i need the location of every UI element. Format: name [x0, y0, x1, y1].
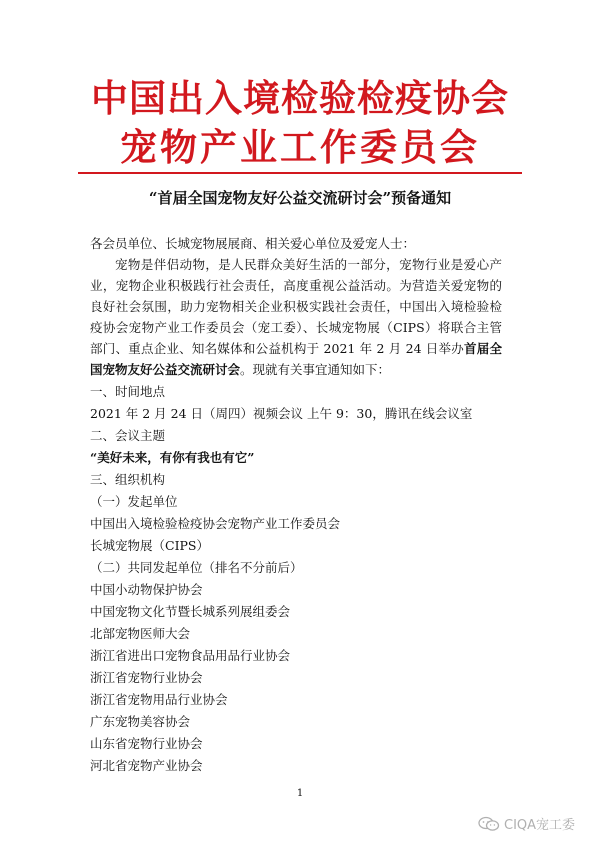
list-item: 浙江省进出口宠物食品用品行业协会: [90, 648, 291, 663]
list-item: 浙江省宠物用品行业协会: [90, 692, 228, 707]
section-heading-organization: 三、组织机构: [90, 472, 166, 487]
watermark: [478, 814, 575, 833]
section-heading-theme: 二、会议主题: [90, 428, 166, 443]
wechat-icon: [478, 816, 500, 832]
watermark-text: CIQA宠工委: [504, 818, 576, 833]
org-name-line2: 宠物产业工作委员会: [120, 126, 480, 169]
time-place-content: 2021 年 2 月 24 日（周四）视频会议 上午 9：30，腾讯在线会议室: [90, 406, 473, 421]
org-name-line1: 中国出入境检验检疫协会: [91, 77, 509, 120]
header-divider: [78, 172, 522, 174]
subheading-co-initiators: （二）共同发起单位（排名不分前后）: [90, 560, 303, 575]
event-name: 首届全国宠物友好公益交流研讨会: [90, 341, 502, 377]
intro-text: 宠物是伴侣动物，是人民群众美好生活的一部分，宠物行业是爱心产业，宠物企业积极践行社会责任，高度重视公益活动。为营造关爱宠物的良好社会氛围，助力宠物相关企业积极实践社会责任，中国出入境检验检疫协会宠物产业工作委员会（宠工委）、长城宠物展（CIPS）将联合主管部门、重点企业、知名媒体和公益机构于 2021 年 2 月 24 日举办: [90, 257, 502, 356]
list-item: 中国小动物保护协会: [90, 582, 203, 597]
section-heading-time-place: 一、时间地点: [90, 384, 166, 399]
list-item: 山东省宠物行业协会: [90, 736, 203, 751]
list-item: 长城宠物展（CIPS）: [90, 538, 209, 553]
document-title: “首届全国宠物友好公益交流研讨会”预备通知: [148, 189, 452, 207]
list-item: 广东宠物美容协会: [90, 714, 191, 729]
intro-paragraph: [90, 254, 502, 380]
list-item: 中国宠物文化节暨长城系列展组委会: [90, 604, 291, 619]
meeting-theme: “美好未来，有你有我也有它”: [90, 450, 255, 465]
list-item: 浙江省宠物行业协会: [90, 670, 203, 685]
list-item: 中国出入境检验检疫协会宠物产业工作委员会: [90, 516, 341, 531]
salutation: 各会员单位、长城宠物展展商、相关爱心单位及爱宠人士：: [90, 236, 416, 251]
intro-tail: 。现就有关事宜通知如下：: [240, 362, 391, 377]
list-item: 北部宠物医师大会: [90, 626, 191, 641]
subheading-initiators: （一）发起单位: [90, 494, 178, 509]
list-item: 河北省宠物产业协会: [90, 758, 203, 773]
page-number: 1: [296, 788, 304, 799]
